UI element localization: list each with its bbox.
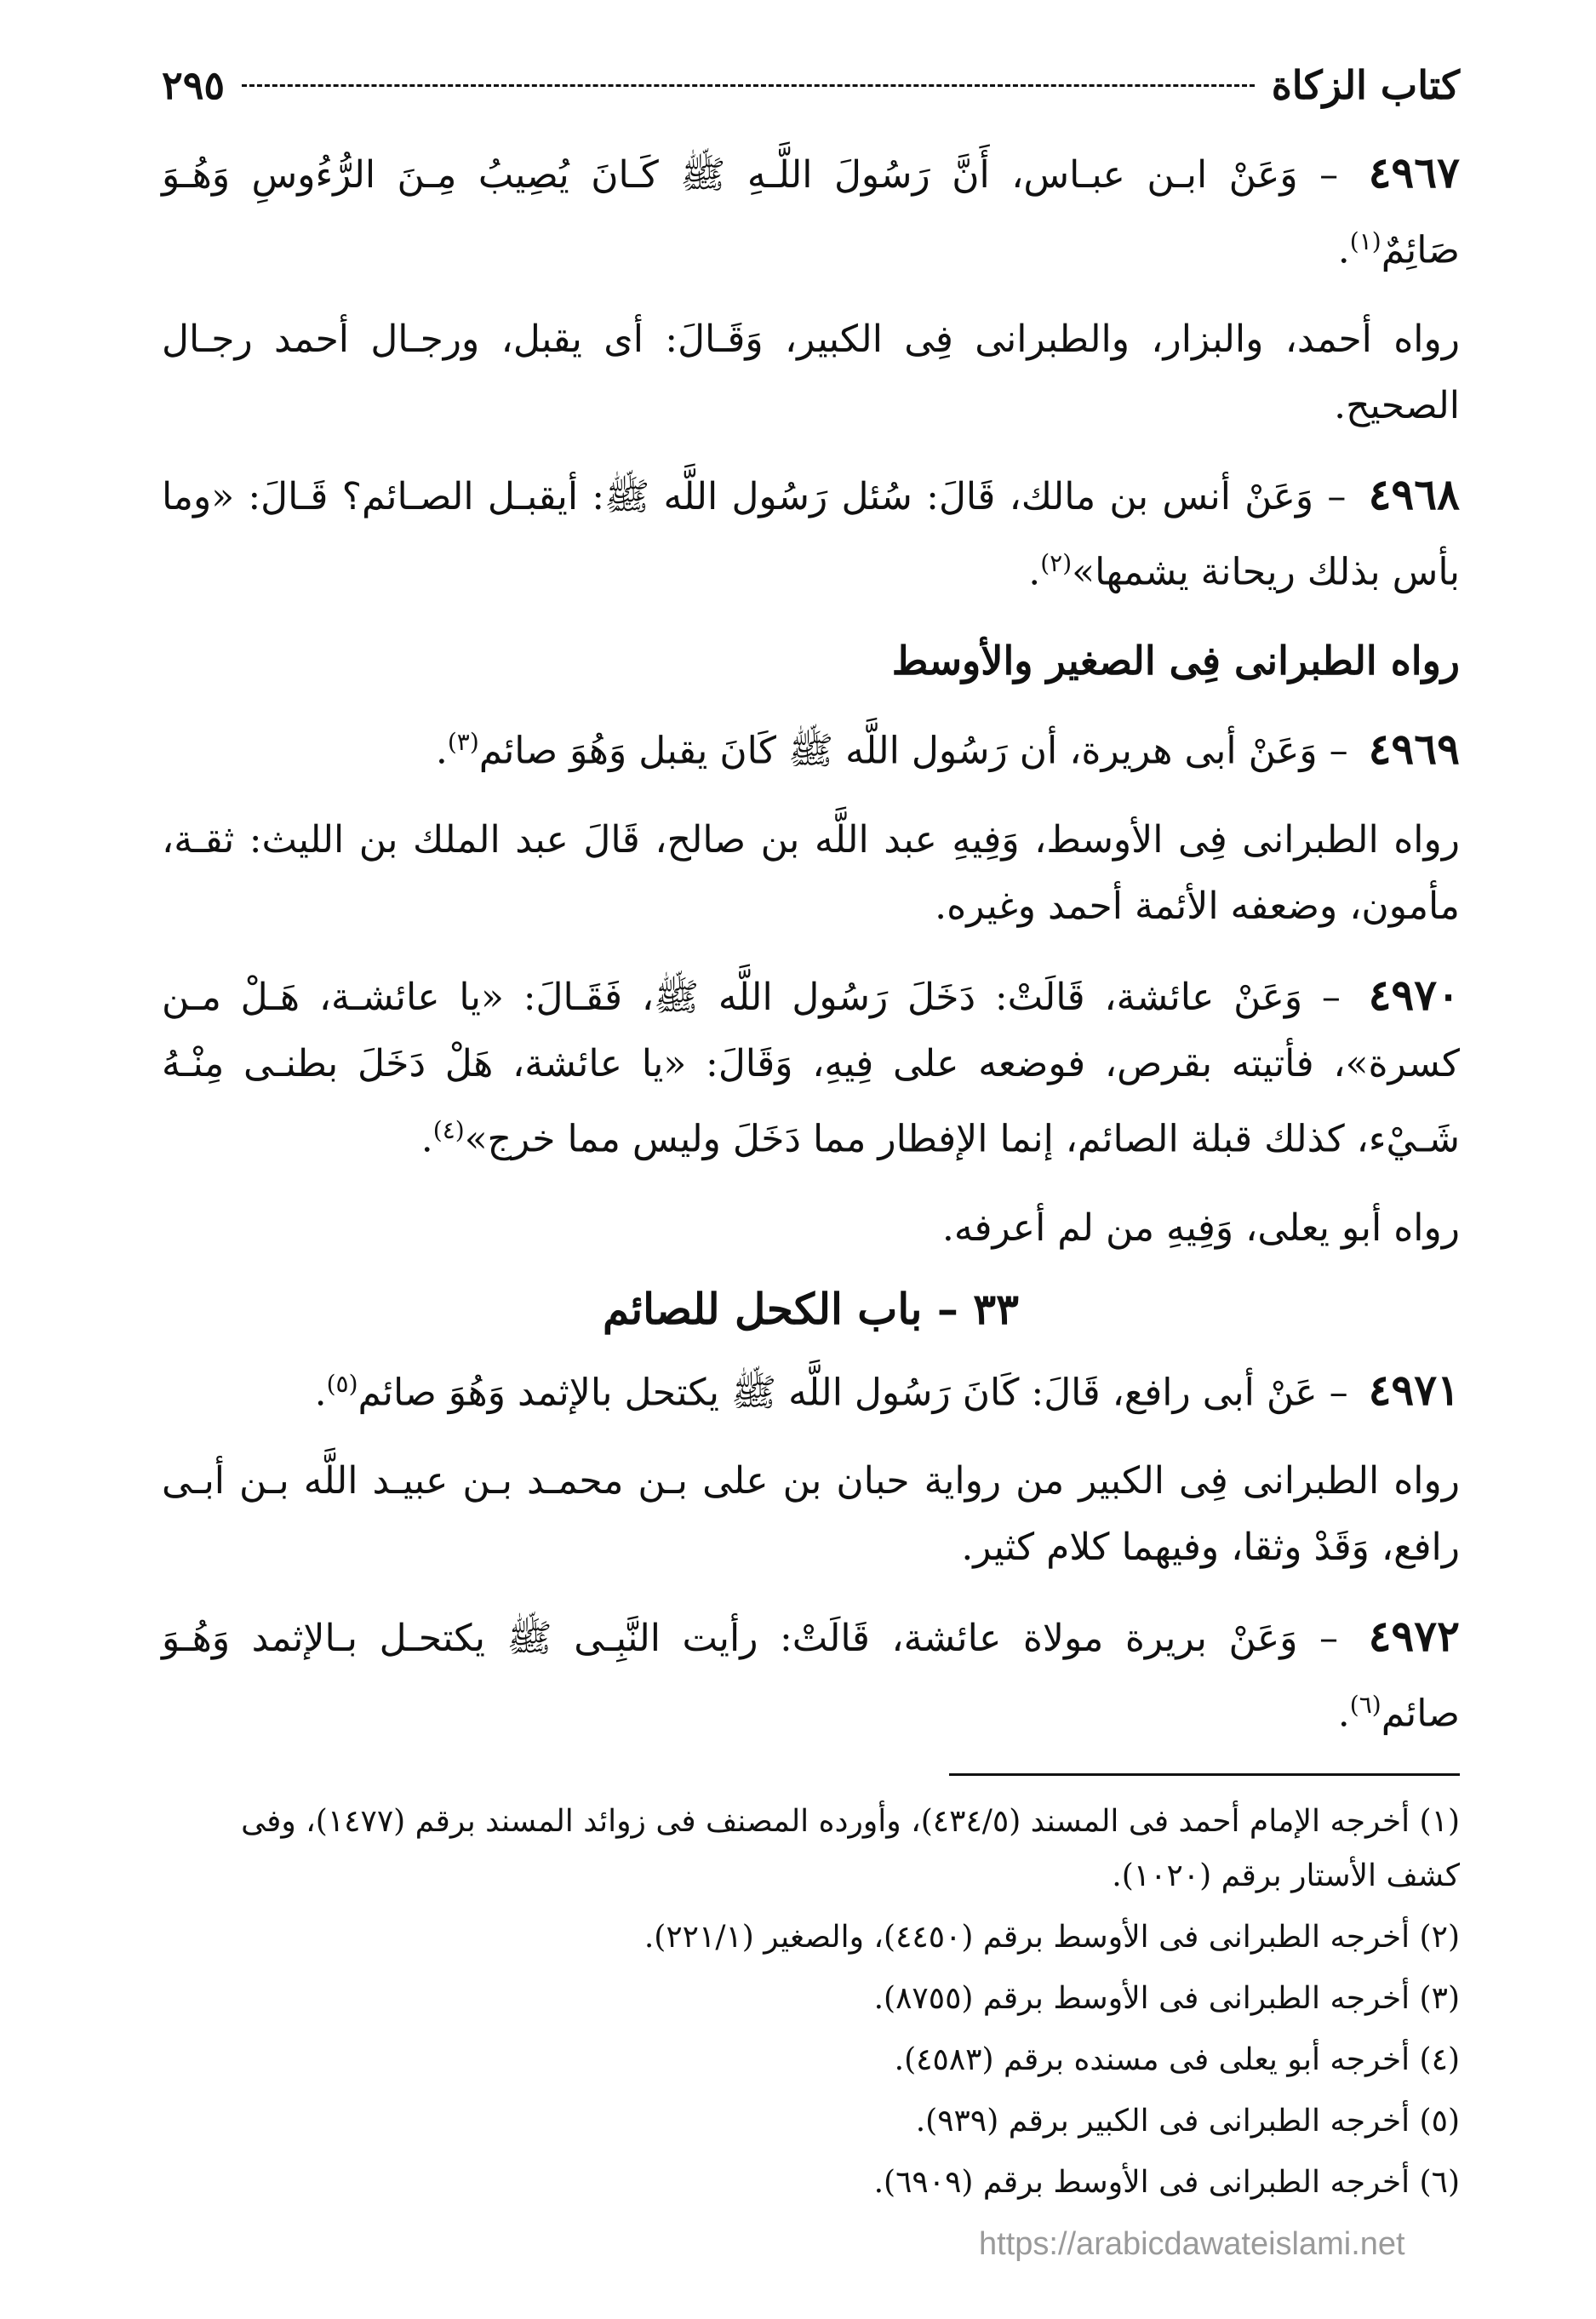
hadith-end: . xyxy=(1028,550,1041,594)
hadith-text: – وَعَنْ أبى هريرة، أن رَسُول اللَّه ﷺ كَانَ يقبل وَهُوَ صائم xyxy=(478,729,1348,773)
footnote-4: (٤) أخرجه أبو يعلى فى مسنده برقم (٤٥٨٣). xyxy=(894,2041,1460,2077)
source-note: رواه أبو يعلى، وَفِيهِ من لم أعرفه. xyxy=(941,1205,1460,1250)
hadith-text: – وَعَنْ عائشة، قَالَتْ: دَخَلَ رَسُول اللَّه ﷺ، فَقَـالَ: «يا عائشـة، هَـلْ مـن كسرة»، فأتيته بقرص، فوضعه على فِيهِ، وَقَالَ: «يا عائشة، هَلْ دَخَلَ بطنـى مِنْـهُ شَـيْء، كذلك قبلة الصائم، إنما الإفطار مما دَخَلَ وليس مما خرج» xyxy=(162,975,1460,1161)
source-note: رواه الطبرانى فِى الأوسط، وَفِيهِ عبد اللَّه بن صالح، قَالَ عبد الملك بن الليث: ثقـة، مأمون، وضعفه الأئمة أحمد وغيره. xyxy=(162,817,1460,928)
footnote-ref: (١) xyxy=(1349,227,1381,255)
main-text xyxy=(162,140,1460,1748)
hadith-number: ٤٩٧٢ xyxy=(1368,1611,1460,1662)
hadith-number: ٤٩٧٠ xyxy=(1368,969,1460,1020)
header-rule xyxy=(242,84,1255,87)
footnote-6: (٦) أخرجه الطبرانى فى الأوسط برقم (٦٩٠٩). xyxy=(873,2164,1460,2200)
hadith-number: ٤٩٦٧ xyxy=(1368,147,1460,198)
hadith-4968 xyxy=(162,461,1460,606)
footnotes xyxy=(162,1795,1460,2210)
footnote-5: (٥) أخرجه الطبرانى فى الكبير برقم (٩٣٩). xyxy=(915,2103,1460,2139)
hadith-text: – وَعَنْ أنس بن مالك، قَالَ: سُئل رَسُول اللَّه ﷺ: أيقبـل الصـائم؟ قَـالَ: «وما بأس بذلك ريحانة يشمها» xyxy=(162,474,1460,594)
hadith-end: . xyxy=(1337,228,1350,272)
hadith-4970 xyxy=(162,962,1460,1173)
source-note: رواه الطبرانى فِى الكبير من رواية حبان بن على بـن محمـد بـن عبيـد اللَّه بـن أبـى رافع، وَقَدْ وثقا، وفيهما كلام كثير. xyxy=(162,1459,1460,1570)
hadith-number: ٤٩٦٨ xyxy=(1368,468,1460,519)
hadith-4971 xyxy=(162,1351,1460,1427)
hadith-end: . xyxy=(1337,1692,1350,1736)
hadith-4969 xyxy=(162,709,1460,785)
page-number: ٢٩٥ xyxy=(162,62,226,108)
hadith-end: . xyxy=(314,1371,327,1415)
hadith-text: – وَعَنْ بريرة مولاة عائشة، قَالَتْ: رأيت النَّبِـى ﷺ يكتحـل بـالإثمد وَهُـوَ صائم xyxy=(162,1617,1460,1736)
hadith-end: . xyxy=(435,729,448,773)
footnote-ref: (٥) xyxy=(326,1369,358,1398)
footnote-2: (٢) أخرجه الطبرانى فى الأوسط برقم (٤٤٥٠)، والصغير (٢٢١/١). xyxy=(644,1919,1460,1955)
hadith-end: . xyxy=(420,1117,433,1161)
hadith-4972 xyxy=(162,1603,1460,1748)
watermark-url: https://arabicdawateislami.net xyxy=(979,2226,1405,2262)
hadith-text: – وَعَنْ ابـن عبـاس، أَنَّ رَسُولَ اللَّـهِ ﷺ كَـانَ يُصِيبُ مِـنَ الرُّءُوسِ وَهُـوَ صَائِمٌ xyxy=(162,153,1460,272)
document-page xyxy=(162,60,1460,2217)
footnote-separator xyxy=(949,1773,1460,1776)
hadith-text: – عَنْ أبى رافع، قَالَ: كَانَ رَسُول اللَّه ﷺ يكتحل بالإثمد وَهُوَ صائم xyxy=(358,1371,1348,1415)
source-note: رواه أحمد، والبزار، والطبرانى فِى الكبير، وَقَـالَ: أى يقبل، ورجـال أحمد رجـال الصحيح. xyxy=(162,317,1460,427)
page-header xyxy=(162,60,1460,111)
hadith-number: ٤٩٦٩ xyxy=(1368,723,1460,774)
chapter-heading: ٣٣ – باب الكحل للصائم xyxy=(602,1283,1020,1334)
footnote-1: (١) أخرجه الإمام أحمد فى المسند (٤٣٤/٥)، وأورده المصنف فى زوائد المسند برقم (١٤٧٧)، وفى كشف الأستار برقم (١٠٢٠). xyxy=(241,1803,1460,1893)
hadith-4967 xyxy=(162,140,1460,284)
footnote-ref: (٤) xyxy=(432,1115,465,1144)
footnote-3: (٣) أخرجه الطبرانى فى الأوسط برقم (٨٧٥٥). xyxy=(873,1980,1460,2016)
book-title: كتاب الزكاة xyxy=(1271,62,1460,108)
footnote-ref: (٦) xyxy=(1349,1691,1381,1720)
source-note-bold: رواه الطبرانى فِى الصغير والأوسط xyxy=(891,638,1460,684)
hadith-number: ٤٩٧١ xyxy=(1368,1365,1460,1416)
footnote-ref: (٣) xyxy=(447,728,479,757)
footnote-ref: (٢) xyxy=(1040,548,1073,577)
